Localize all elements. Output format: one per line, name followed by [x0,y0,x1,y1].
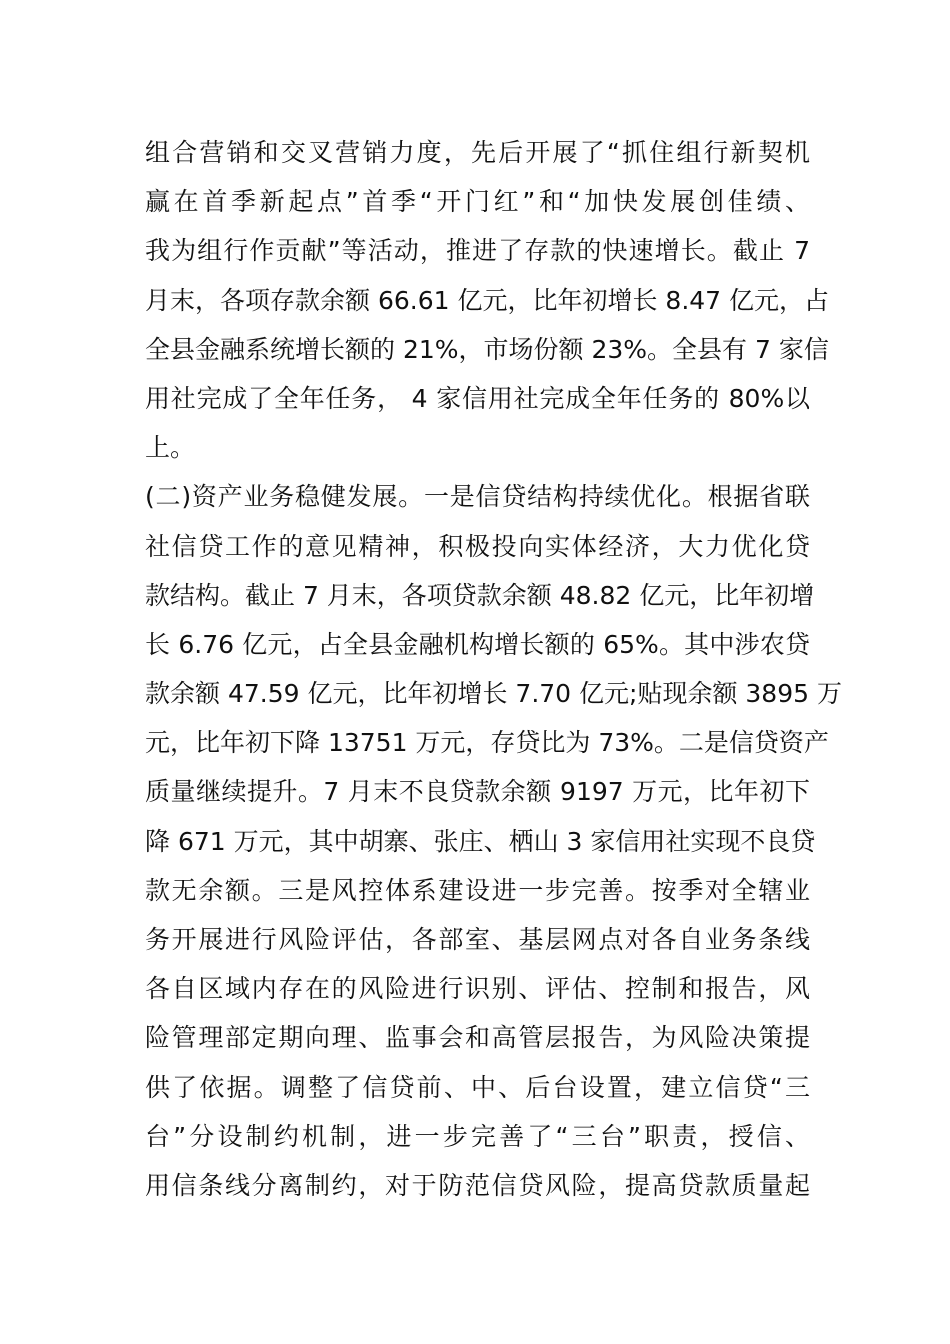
body-text [145,128,842,1210]
text-line: 我为组行作贡献”等活动，推进了存款的快速增长。截止 7 [145,236,810,266]
text-line: 降 671 万元，其中胡寨、张庄、栖山 3 家信用社实现不良贷 [145,826,816,856]
text-line: 务开展进行风险评估，各部室、基层网点对各自业务条线 [145,925,810,954]
text-line: 长 6.76 亿元，占全县金融机构增长额的 65%。其中涉农贷 [145,629,810,659]
text-line: 供了依据。调整了信贷前、中、后台设置，建立信贷“三 [145,1072,810,1102]
text-line: 用社完成了全年任务， 4 家信用社完成全年任务的 80%以 [145,383,810,413]
text-line: 台”分设制约机制，进一步完善了“三台”职责，授信、 [145,1121,810,1151]
text-line: 用信条线分离制约，对于防范信贷风险，提高贷款质量起 [145,1170,810,1200]
text-line: (二)资产业务稳健发展。一是信贷结构持续优化。根据省联 [145,482,810,512]
text-line: 险管理部定期向理、监事会和高管层报告，为风险决策提 [145,1023,810,1053]
text-line: 月末，各项存款余额 66.61 亿元，比年初增长 8.47 亿元，占 [145,285,830,315]
text-line: 全县金融系统增长额的 21%，市场份额 23%。全县有 7 家信 [145,334,829,364]
text-line: 款无余额。三是风控体系建设进一步完善。按季对全辖业 [145,875,810,905]
text-line: 各自区域内存在的风险进行识别、评估、控制和报告，风 [145,974,810,1004]
text-line: 社信贷工作的意见精神，积极投向实体经济，大力优化贷 [145,531,810,561]
text-line: 组合营销和交叉营销力度，先后开展了“抓住组行新契机 [145,138,810,167]
text-line: 质量继续提升。7 月末不良贷款余额 9197 万元，比年初下 [145,777,810,807]
text-line: 赢在首季新起点”首季“开门红”和“加快发展创佳绩、 [145,187,810,217]
text-line: 元，比年初下降 13751 万元，存贷比为 73%。二是信贷资产 [145,728,829,758]
text-line: 款结构。截止 7 月末，各项贷款余额 48.82 亿元，比年初增 [145,580,815,610]
text-line: 上。 [145,433,196,463]
text-line: 款余额 47.59 亿元，比年初增长 7.70 亿元;贴现余额 3895 万 [145,679,842,709]
